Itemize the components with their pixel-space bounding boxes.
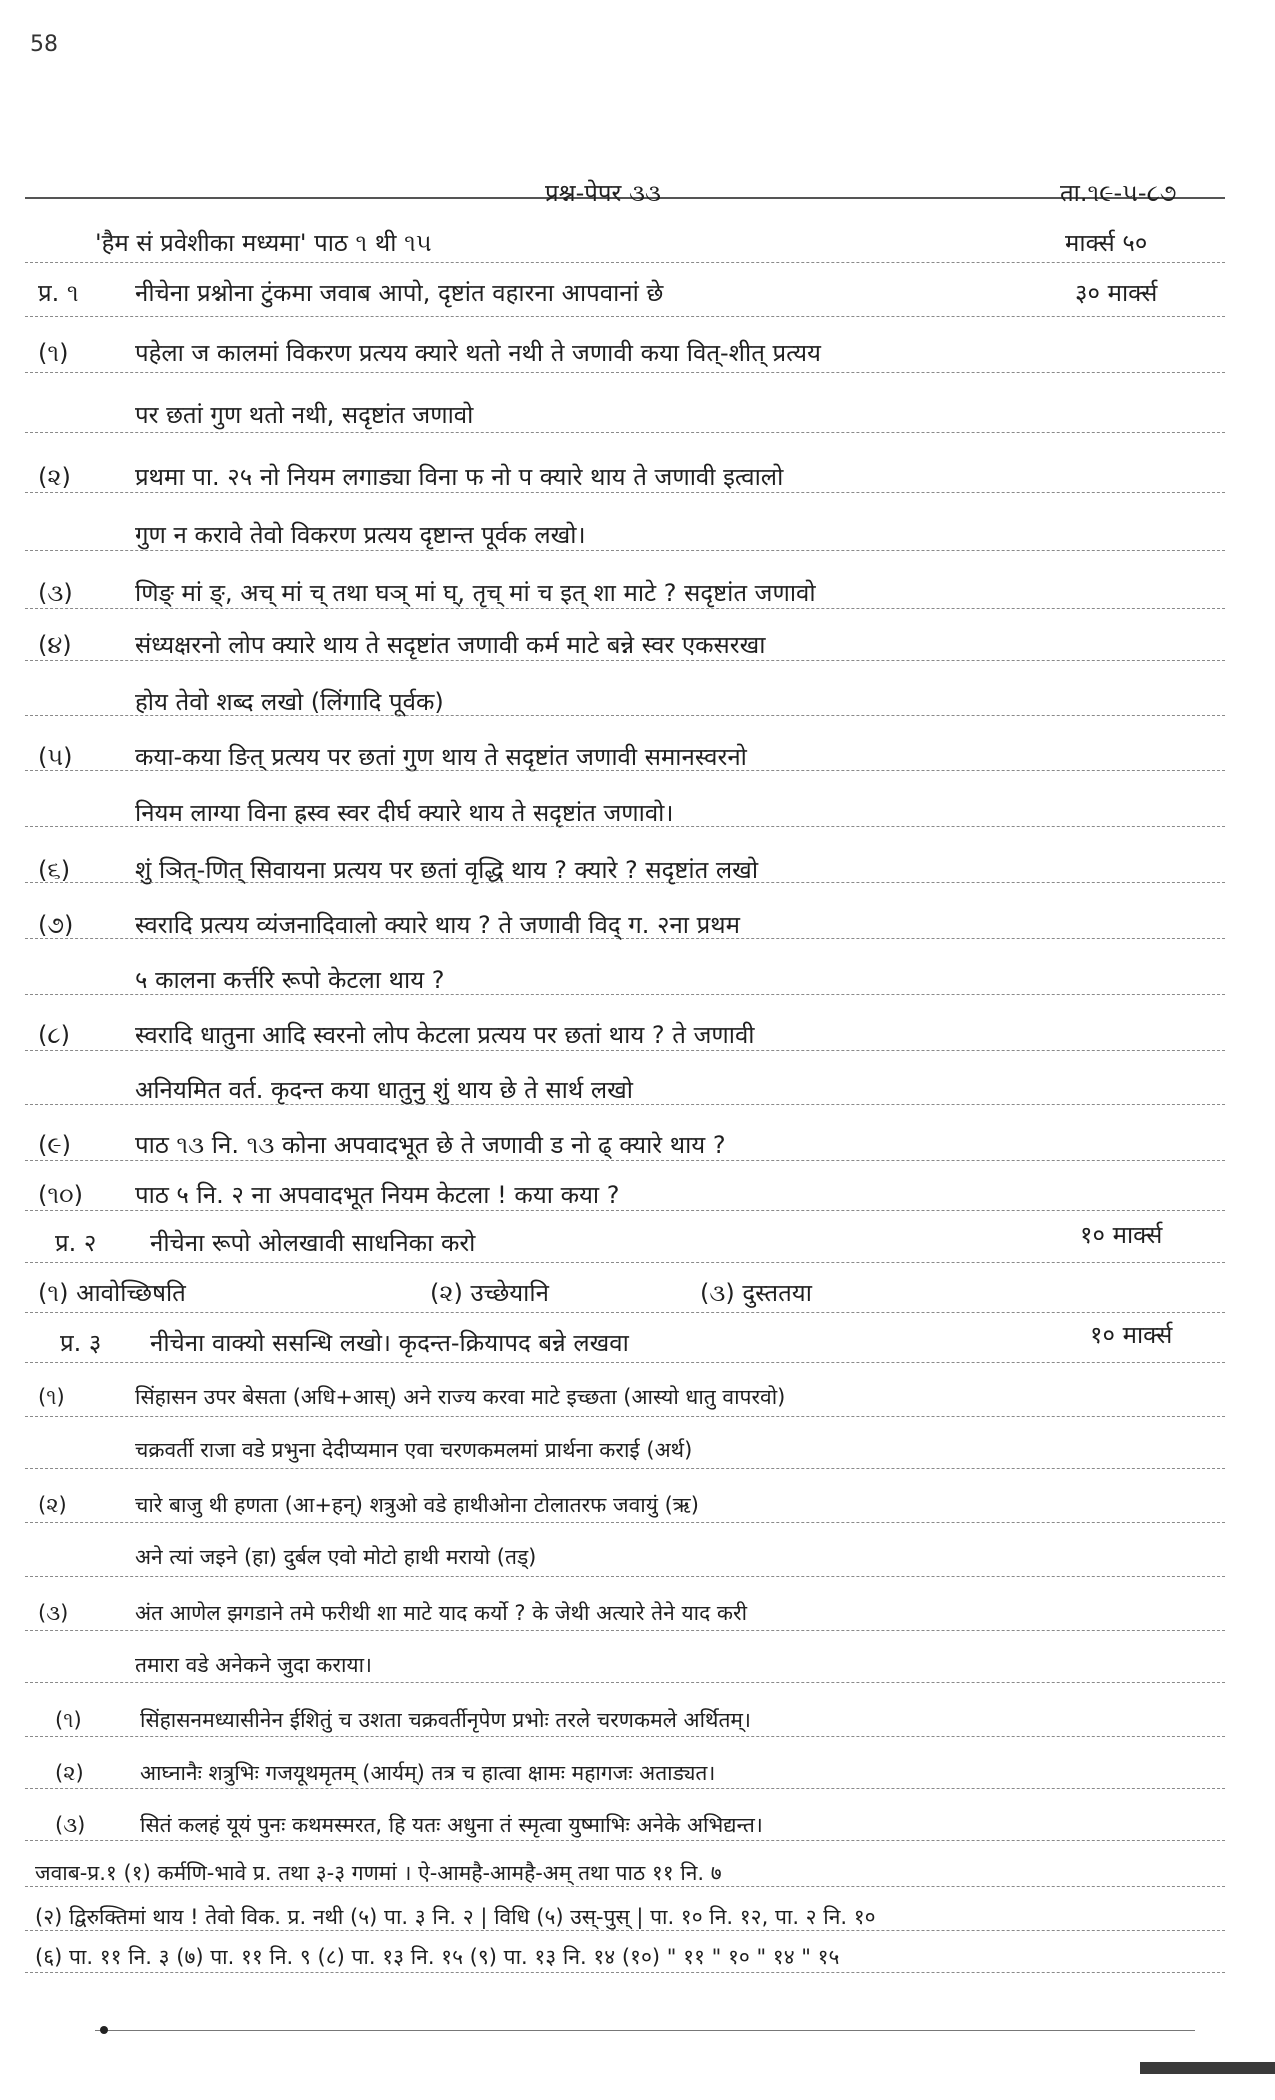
q3-instruction: नीचेना वाक्यो ससन्धि लखो। कृदन्त-क्रियापद बन्ने लखवा bbox=[150, 1329, 629, 1357]
q1-item-num: (૩) bbox=[38, 579, 73, 607]
q1-item-num: (૯) bbox=[38, 1131, 71, 1159]
q2-item: (૧) आवोच्छिषति bbox=[38, 1279, 186, 1307]
ruled-line bbox=[25, 1682, 1225, 1683]
ruled-line bbox=[25, 1886, 1225, 1887]
scan-dot bbox=[100, 2026, 108, 2034]
q1-item-num: (૨) bbox=[38, 463, 71, 491]
ruled-line bbox=[25, 372, 1225, 373]
ruled-line bbox=[25, 550, 1225, 551]
ruled-line bbox=[25, 1522, 1225, 1523]
q1-item-line: पाठ ૧૩ नि. ૧૩ कोना अपवादभूत छे ते जणावी ड नो ढ् क्यारे थाय ? bbox=[135, 1131, 726, 1159]
q1-item-num: (૮) bbox=[38, 1021, 70, 1049]
q1-label: प्र. ૧ bbox=[38, 279, 79, 307]
q1-item-line: पहेला ज कालमां विकरण प्रत्यय क्यारे थतो नथी ते जणावी कया वित्-शीत् प्रत्यय bbox=[135, 339, 821, 367]
answer-text: सितं कलहं यूयं पुनः कथमस्मरत, हि यतः अधुना तं स्मृत्वा युष्माभिः अनेके अभिद्यन्त। bbox=[140, 1813, 763, 1837]
ruled-line bbox=[25, 1468, 1225, 1469]
q3-item-num: (૨) bbox=[38, 1493, 67, 1517]
q1-item-line: संध्यक्षरनो लोप क्यारे थाय ते सदृष्टांत जणावी कर्म माटे बन्ने स्वर एकसरखा bbox=[135, 631, 766, 659]
q3-item-line: तमारा वडे अनेकने जुदा कराया। bbox=[135, 1653, 372, 1677]
answer-text: सिंहासनमध्यासीनेन ईशितुं च उशता चक्रवर्तीनृपेण प्रभोः तरले चरणकमले अर्थितम्। bbox=[140, 1708, 751, 1732]
q3-item-line: चारे बाजु थी हणता (आ+हन्) शत्रुओ वडे हाथीओना टोलातरफ जवायुं (ऋ) bbox=[135, 1493, 699, 1517]
ruled-line bbox=[25, 1930, 1225, 1931]
footer-rule bbox=[95, 2030, 1195, 2031]
page-number: 58 bbox=[30, 32, 58, 57]
q2-item: (૨) उच्छेयानि bbox=[430, 1279, 549, 1307]
ruled-line bbox=[25, 1050, 1225, 1051]
q1-item-line: ५ कालना कर्त्तरि रूपो केटला थाय ? bbox=[135, 966, 445, 994]
answer-num: (૧) bbox=[55, 1708, 82, 1732]
q3-item-line: अने त्यां जइने (हा) दुर्बल एवो मोटो हाथी मरायो (तड्) bbox=[135, 1545, 537, 1569]
ruled-line bbox=[25, 1362, 1225, 1363]
q3-label: प्र. ३ bbox=[60, 1329, 102, 1357]
q2-marks: १० मार्क्स bbox=[1080, 1221, 1163, 1249]
ruled-line bbox=[25, 938, 1225, 939]
ruled-line bbox=[25, 1630, 1225, 1631]
q1-item-line: शुं ञित्-णित् सिवायना प्रत्यय पर छतां वृद्धि थाय ? क्यारे ? सदृष्टांत लखो bbox=[135, 856, 759, 884]
q3-item-line: चक्रवर्ती राजा वडे प्रभुना देदीप्यमान एवा चरणकमलमां प्रार्थना कराई (अर्थ) bbox=[135, 1438, 693, 1462]
ruled-line bbox=[25, 770, 1225, 771]
q1-item-num: (૪) bbox=[38, 631, 72, 659]
paper-total-marks: मार्क्स ५० bbox=[1065, 229, 1148, 257]
q3-marks: १० मार्क्स bbox=[1090, 1321, 1173, 1349]
q2-label: प्र. २ bbox=[55, 1229, 97, 1257]
q1-item-line: स्वरादि प्रत्यय व्यंजनादिवालो क्यारे थाय ? ते जणावी विद् ग. २ना प्रथम bbox=[135, 911, 740, 939]
answer-key-line: (६) पा. ११ नि. ३ (७) पा. ११ नि. ९ (८) पा. १३ नि. १५ (९) पा. १३ नि. १४ (१०) " ११ " १० " १४ " १५ bbox=[35, 1945, 840, 1969]
q1-item-num: (૬) bbox=[38, 856, 71, 884]
answer-key-line: (२) द्विरुक्तिमां थाय ! तेवो विक. प्र. नथी (५) पा. ३ नि. २ | विधि (५) उस्-पुस् | पा. १० नि. १२, पा. २ नि. १० bbox=[35, 1905, 876, 1929]
q3-item-line: अंत आणेल झगडाने तमे फरीथी शा माटे याद कर्यो ? के जेथी अत्यारे तेने याद करी bbox=[135, 1601, 748, 1625]
q3-item-line: सिंहासन उपर बेसता (अधि+आस्) अने राज्य करवा माटे इच्छता (आस्यो धातु वापरवो) bbox=[135, 1385, 786, 1409]
answer-num: (૨) bbox=[55, 1761, 84, 1785]
ruled-line bbox=[25, 1210, 1225, 1211]
q1-item-line: प्रथमा पा. २५ नो नियम लगाड्या विना फ नो प क्यारे थाय ते जणावी इत्वालो bbox=[135, 463, 784, 491]
q1-item-num: (૭) bbox=[38, 911, 74, 939]
ruled-line bbox=[25, 826, 1225, 827]
ruled-line bbox=[25, 660, 1225, 661]
q1-item-line: अनियमित वर्त. कृदन्त कया धातुनु शुं थाय छे ते सार्थ लखो bbox=[135, 1076, 633, 1104]
q2-item: (૩) दुस्ततया bbox=[700, 1279, 812, 1307]
ruled-line bbox=[25, 316, 1225, 317]
q1-item-line: गुण न करावे तेवो विकरण प्रत्यय दृष्टान्त पूर्वक लखो। bbox=[135, 521, 586, 549]
ruled-line bbox=[25, 1312, 1225, 1313]
answer-text: आघ्नानैः शत्रुभिः गजयूथमृतम् (आर्यम्) तत्र च हात्वा क्षामः महागजः अताड्यत। bbox=[140, 1761, 716, 1785]
q1-item-line: नियम लाग्या विना ह्रस्व स्वर दीर्घ क्यारे थाय ते सदृष्टांत जणावो। bbox=[135, 799, 674, 827]
ruled-line bbox=[25, 715, 1225, 716]
q2-instruction: नीचेना रूपो ओलखावी साधनिका करो bbox=[150, 1229, 476, 1257]
q1-item-num: (૧૦) bbox=[38, 1181, 83, 1209]
ruled-line bbox=[25, 1788, 1225, 1789]
paper-subject: 'हैम सं प्रवेशीका मध्यमा' पाठ ૧ थी ૧૫ bbox=[95, 229, 432, 257]
answer-num: (૩) bbox=[55, 1813, 86, 1837]
q1-instruction: नीचेना प्रश्नोना टुंकमा जवाब आपो, दृष्टांत वहारना आपवानां छे bbox=[135, 279, 664, 307]
q1-item-line: होय तेवो शब्द लखो (लिंगादि पूर्वक) bbox=[135, 688, 444, 716]
q3-item-num: (૧) bbox=[38, 1385, 65, 1409]
ruled-line bbox=[25, 882, 1225, 883]
paper-date: ता.૧૯-૫-૮૭ bbox=[1060, 179, 1177, 207]
ruled-line bbox=[25, 994, 1225, 995]
ruled-line bbox=[25, 1416, 1225, 1417]
ruled-line bbox=[25, 492, 1225, 493]
answer-key-line: जवाब-प्र.१ (१) कर्मणि-भावे प्र. तथा ३-३ गणमां । ऐ-आमहै-आमहै-अम् तथा पाठ ११ नि. ७ bbox=[35, 1861, 722, 1885]
ruled-line bbox=[25, 1104, 1225, 1105]
q1-marks: ३० मार्क्स bbox=[1075, 279, 1158, 307]
q1-item-line: कया-कया ङित् प्रत्यय पर छतां गुण थाय ते सदृष्टांत जणावी समानस्वरनो bbox=[135, 743, 747, 771]
q1-item-line: स्वरादि धातुना आदि स्वरनो लोप केटला प्रत्यय पर छतां थाय ? ते जणावी bbox=[135, 1021, 755, 1049]
ruled-line bbox=[25, 1840, 1225, 1841]
ruled-line bbox=[25, 1736, 1225, 1737]
ruled-line bbox=[25, 262, 1225, 263]
q1-item-num: (૫) bbox=[38, 743, 73, 771]
q1-item-num: (૧) bbox=[38, 339, 69, 367]
ruled-line bbox=[25, 608, 1225, 609]
ruled-line bbox=[25, 432, 1225, 433]
ruled-line bbox=[25, 1576, 1225, 1577]
scan-edge-band bbox=[1140, 2062, 1275, 2074]
ruled-line bbox=[25, 1262, 1225, 1263]
ruled-line bbox=[25, 1972, 1225, 1973]
ruled-line bbox=[25, 1160, 1225, 1161]
paper-title: प्रश्न-पेपर ૩૩ bbox=[545, 179, 661, 207]
q1-item-line: पर छतां गुण थतो नथी, सदृष्टांत जणावो bbox=[135, 401, 474, 429]
q1-item-line: पाठ ५ नि. २ ना अपवादभूत नियम केटला ! कया कया ? bbox=[135, 1181, 620, 1209]
q1-item-line: णिङ् मां ङ्, अच् मां च् तथा घञ् मां घ्, तृच् मां च इत् शा माटे ? सदृष्टांत जणावो bbox=[135, 579, 816, 607]
q3-item-num: (૩) bbox=[38, 1601, 69, 1625]
